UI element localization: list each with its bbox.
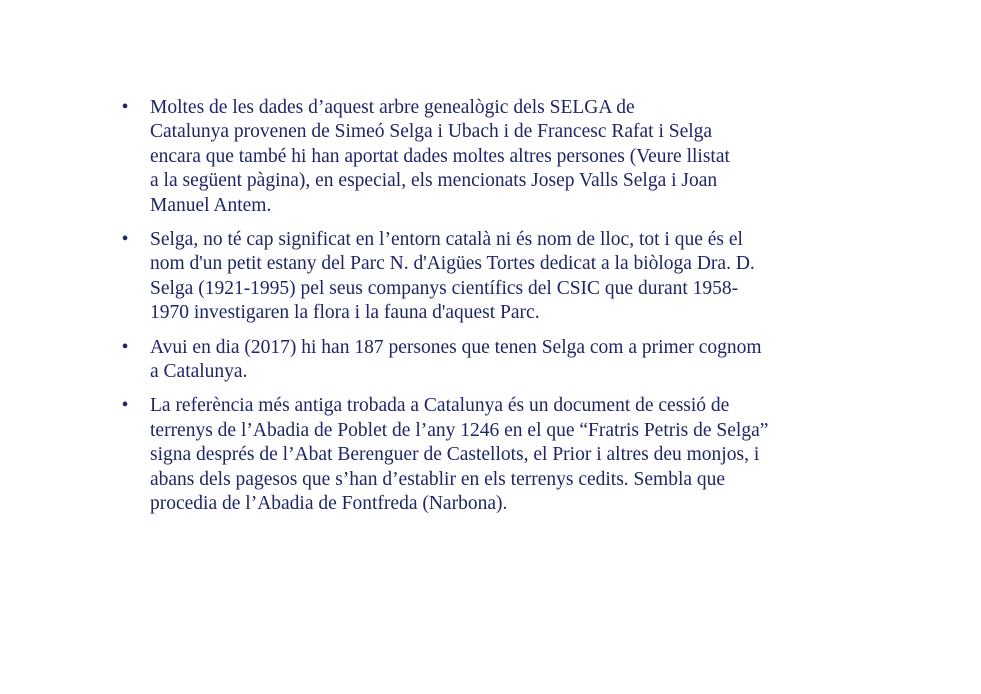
list-item bbox=[118, 394, 878, 516]
bullet-marker: • bbox=[121, 229, 129, 251]
paragraph-text bbox=[150, 96, 878, 218]
text-line: encara que també hi han aportat dades moltes altres persones (Veure llistat bbox=[150, 145, 730, 167]
text-line: nom d'un petit estany del Parc N. d'Aigües Tortes dedicat a la biòloga Dra. D. bbox=[150, 253, 755, 275]
list-item bbox=[118, 228, 878, 326]
list-item bbox=[118, 336, 878, 385]
bullet-marker: • bbox=[121, 97, 129, 118]
text-line: La referència més antiga trobada a Catalunya és un document de cessió de bbox=[150, 395, 730, 417]
paragraph-text bbox=[150, 228, 878, 326]
text-line: 1970 investigaren la flora i la fauna d'aquest Parc. bbox=[150, 302, 540, 324]
text-line: a la següent pàgina), en especial, els mencionats Josep Valls Selga i Joan bbox=[150, 170, 718, 192]
list-item bbox=[118, 96, 878, 218]
bullet-marker: • bbox=[121, 336, 129, 358]
text-line: abans dels pagesos que s’han d’establir en els terrenys cedits. Sembla que bbox=[150, 468, 726, 490]
paragraph-text bbox=[150, 394, 878, 516]
bullet-marker: • bbox=[121, 395, 129, 417]
text-line: Moltes de les dades d’aquest arbre genealògic dels SELGA de bbox=[150, 97, 635, 118]
text-line: signa després de l’Abat Berenguer de Castellots, el Prior i altres deu monjos, i bbox=[150, 444, 760, 466]
text-line: procedia de l’Abadia de Fontfreda (Narbona). bbox=[150, 493, 508, 515]
bullet-list bbox=[118, 96, 878, 527]
paragraph-text bbox=[150, 336, 878, 385]
text-line: Selga (1921-1995) pel seus companys científics del CSIC que durant 1958- bbox=[150, 277, 739, 299]
text-line: Manuel Antem. bbox=[150, 194, 272, 216]
text-line: Avui en dia (2017) hi han 187 persones que tenen Selga com a primer cognom bbox=[150, 336, 762, 358]
text-line: a Catalunya. bbox=[150, 361, 248, 383]
text-line: Selga, no té cap significat en l’entorn català ni és nom de lloc, tot i que és el bbox=[150, 229, 743, 251]
text-line: Catalunya provenen de Simeó Selga i Ubach i de Francesc Rafat i Selga bbox=[150, 121, 713, 143]
text-line: terrenys de l’Abadia de Poblet de l’any 1246 en el que “Fratris Petris de Selga” bbox=[150, 419, 769, 441]
